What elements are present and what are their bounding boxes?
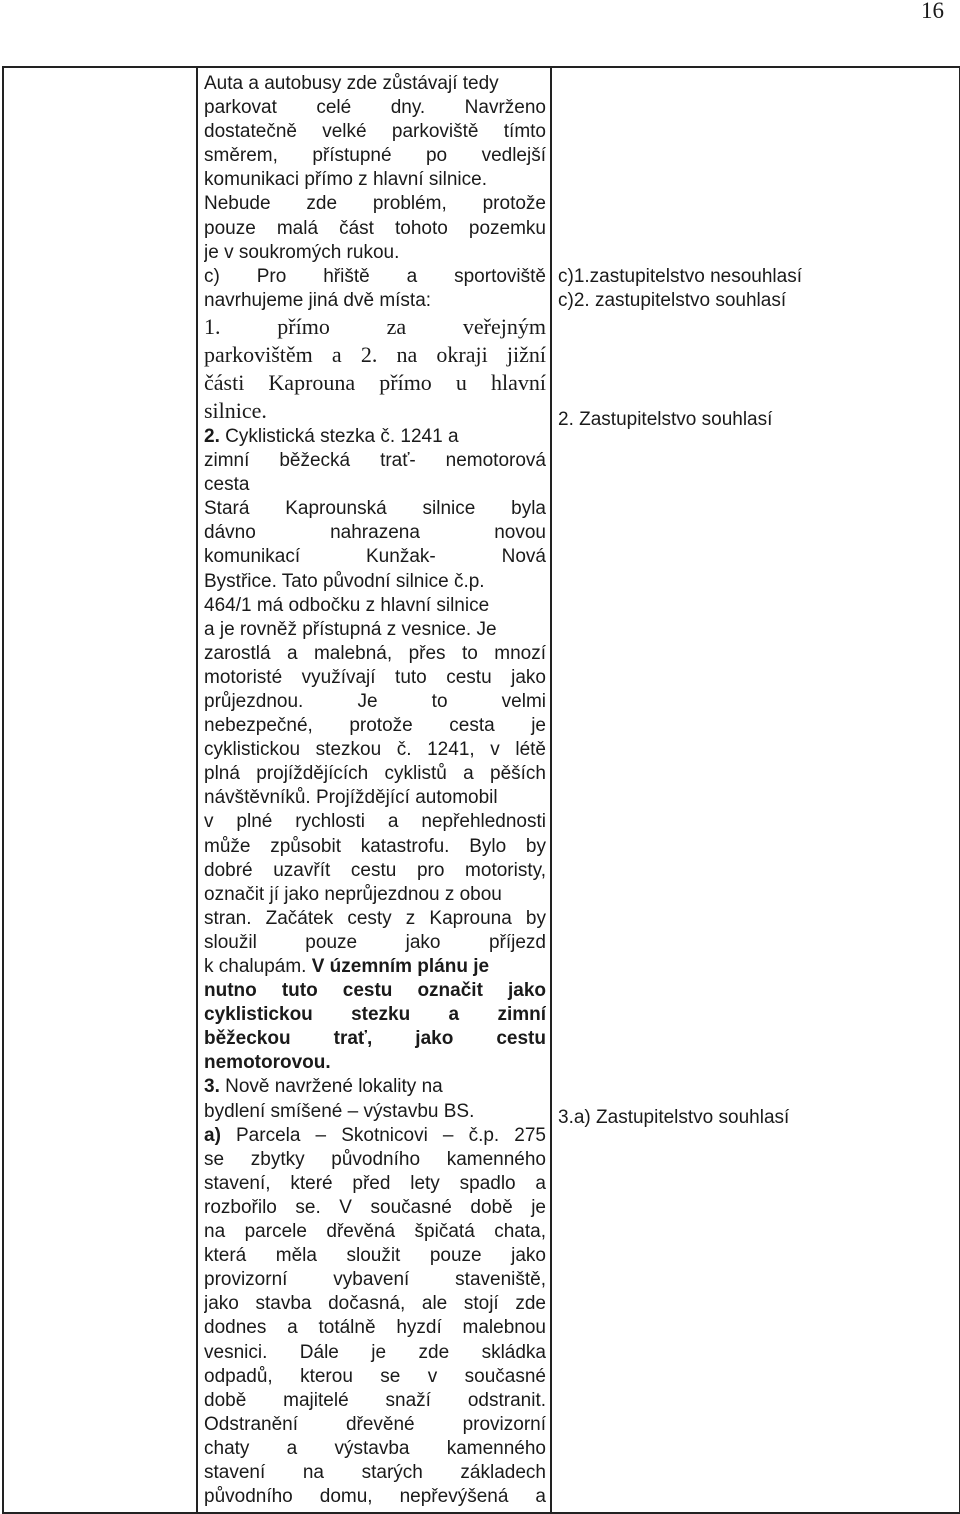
text-line: c) Pro hřiště a sportoviště <box>204 265 546 287</box>
text-line: dobré uzavřít cestu pro motoristy, <box>204 859 546 881</box>
text-line: plná projíždějících cyklistů a pěších <box>204 763 546 785</box>
text-line: navrhujeme jiná dvě místa: <box>204 289 432 311</box>
text-line: stavení na starých základech <box>204 1461 546 1483</box>
text-line: cesta <box>204 474 250 496</box>
text-line: vesnici. Dále je zde skládka <box>204 1341 546 1363</box>
page-number: 16 <box>921 0 944 23</box>
text-line: zimní běžecká trať- nemotorová <box>204 450 546 472</box>
text-line: Nebude zde problém, protože <box>204 193 546 215</box>
text-line: motoristé využívají tuto cestu jako <box>204 666 546 688</box>
text-line: parkovat celé dny. Navrženo <box>204 97 546 119</box>
text-line: která měla sloužit pouze jako <box>204 1245 546 1267</box>
empty-left-cell <box>3 67 197 1513</box>
proposal-text-cell <box>197 67 551 1513</box>
serif-paragraph <box>204 313 546 425</box>
text-line: komunikací Kunžak- Nová <box>204 546 546 568</box>
section-number: 3. <box>204 1076 220 1098</box>
text-line: 1. přímo za veřejným <box>204 313 546 339</box>
response-cell <box>551 67 960 1513</box>
text-line: směrem, přístupné po vedlejší <box>204 145 546 167</box>
text-line: v plné rychlosti a nepřehlednosti <box>204 811 546 833</box>
text-line: stavení, které před lety spadlo a <box>204 1172 546 1194</box>
text-line: bydlení smíšené – výstavbu BS. <box>204 1100 475 1122</box>
table-row <box>3 67 960 1513</box>
text-line: odpadů, kterou se v současné <box>204 1365 546 1387</box>
text-line: dodnes a totálně hyzdí malebnou <box>204 1317 546 1339</box>
text-line: komunikaci přímo z hlavní silnice. <box>204 169 487 191</box>
text-line: se zbytky původního kamenného <box>204 1148 546 1170</box>
text-line: dostatečně velké parkoviště tímto <box>204 121 546 143</box>
text-line: je v soukromých rukou. <box>204 241 400 263</box>
text-line: průjezdnou. Je to velmi <box>204 690 546 712</box>
text-line: cyklistickou stezku a zimní <box>204 1004 546 1026</box>
response-2: 2. Zastupitelstvo souhlasí <box>558 409 773 430</box>
text-line: cyklistickou stezkou č. 1241, v létě <box>204 739 546 761</box>
text-line: rozbořilo se. V současné době je <box>204 1196 546 1218</box>
text-line: původního domu, nepřevýšená a <box>204 1486 546 1508</box>
text-line: pouze malá část tohoto pozemku <box>204 217 546 239</box>
text-line: sloužil pouze jako příjezd <box>204 931 546 953</box>
text-line: provizorní vybavení staveniště, <box>204 1269 546 1291</box>
text-line: 3. Nově navržené lokality na <box>204 1076 443 1098</box>
text-line: Stará Kaprounská silnice byla <box>204 498 546 520</box>
text-line: dávno nahrazena novou <box>204 522 546 544</box>
bold-phrase: V územním plánu je <box>311 956 490 977</box>
document-table <box>2 66 960 1514</box>
text-line: nutno tuto cestu označit jako <box>204 980 546 1002</box>
text-line: běžeckou trať, jako cestu <box>204 1028 546 1050</box>
subsection-letter: a) <box>204 1124 221 1146</box>
text-line: parkovištěm a 2. na okraji jižní <box>204 341 546 367</box>
text-line: návštěvníků. Projíždějící automobil <box>204 787 498 809</box>
response-c2: c)2. zastupitelstvo souhlasí <box>558 290 787 311</box>
response-3a: 3.a) Zastupitelstvo souhlasí <box>558 1107 790 1128</box>
text-line: 464/1 má odbočku z hlavní silnice <box>204 594 490 616</box>
text-line: a) Parcela – Skotnicovi – č.p. 275 <box>204 1124 546 1146</box>
response-c1: c)1.zastupitelstvo nesouhlasí <box>558 266 802 287</box>
text-line: může způsobit katastrofu. Bylo by <box>204 835 546 857</box>
text-line: 2. Cyklistická stezka č. 1241 a <box>204 425 459 447</box>
text-line: silnice. <box>204 397 267 423</box>
text-line: na parcele dřevěná špičatá chata, <box>204 1221 546 1243</box>
text-line: Bystřice. Tato původní silnice č.p. <box>204 570 485 592</box>
text-line: nemotorovou. <box>204 1052 331 1074</box>
text-line: zarostlá a malebná, přes to mnozí <box>204 642 546 664</box>
proposal-text <box>198 68 550 1509</box>
text-line: k chalupám. V územním plánu je <box>204 956 490 977</box>
text-line: Auta a autobusy zde zůstávají tedy <box>204 73 499 94</box>
text-line: části Kaprouna přímo u hlavní <box>204 369 546 395</box>
text-line: Odstranění dřevěné provizorní <box>204 1413 546 1435</box>
text-line: označit jí jako neprůjezdnou z obou <box>204 883 502 905</box>
text-line: jako stavba dočasná, ale stojí zde <box>204 1293 546 1315</box>
text-line: době majitelé snaží odstranit. <box>204 1389 546 1411</box>
response-column <box>552 68 959 1512</box>
text-line: nebezpečné, protože cesta je <box>204 715 546 737</box>
section-number: 2. <box>204 425 220 447</box>
text-line: stran. Začátek cesty z Kaprouna by <box>204 907 546 929</box>
text-line: chaty a výstavba kamenného <box>204 1437 546 1459</box>
text-line: a je rovněž přístupná z vesnice. Je <box>204 618 497 640</box>
